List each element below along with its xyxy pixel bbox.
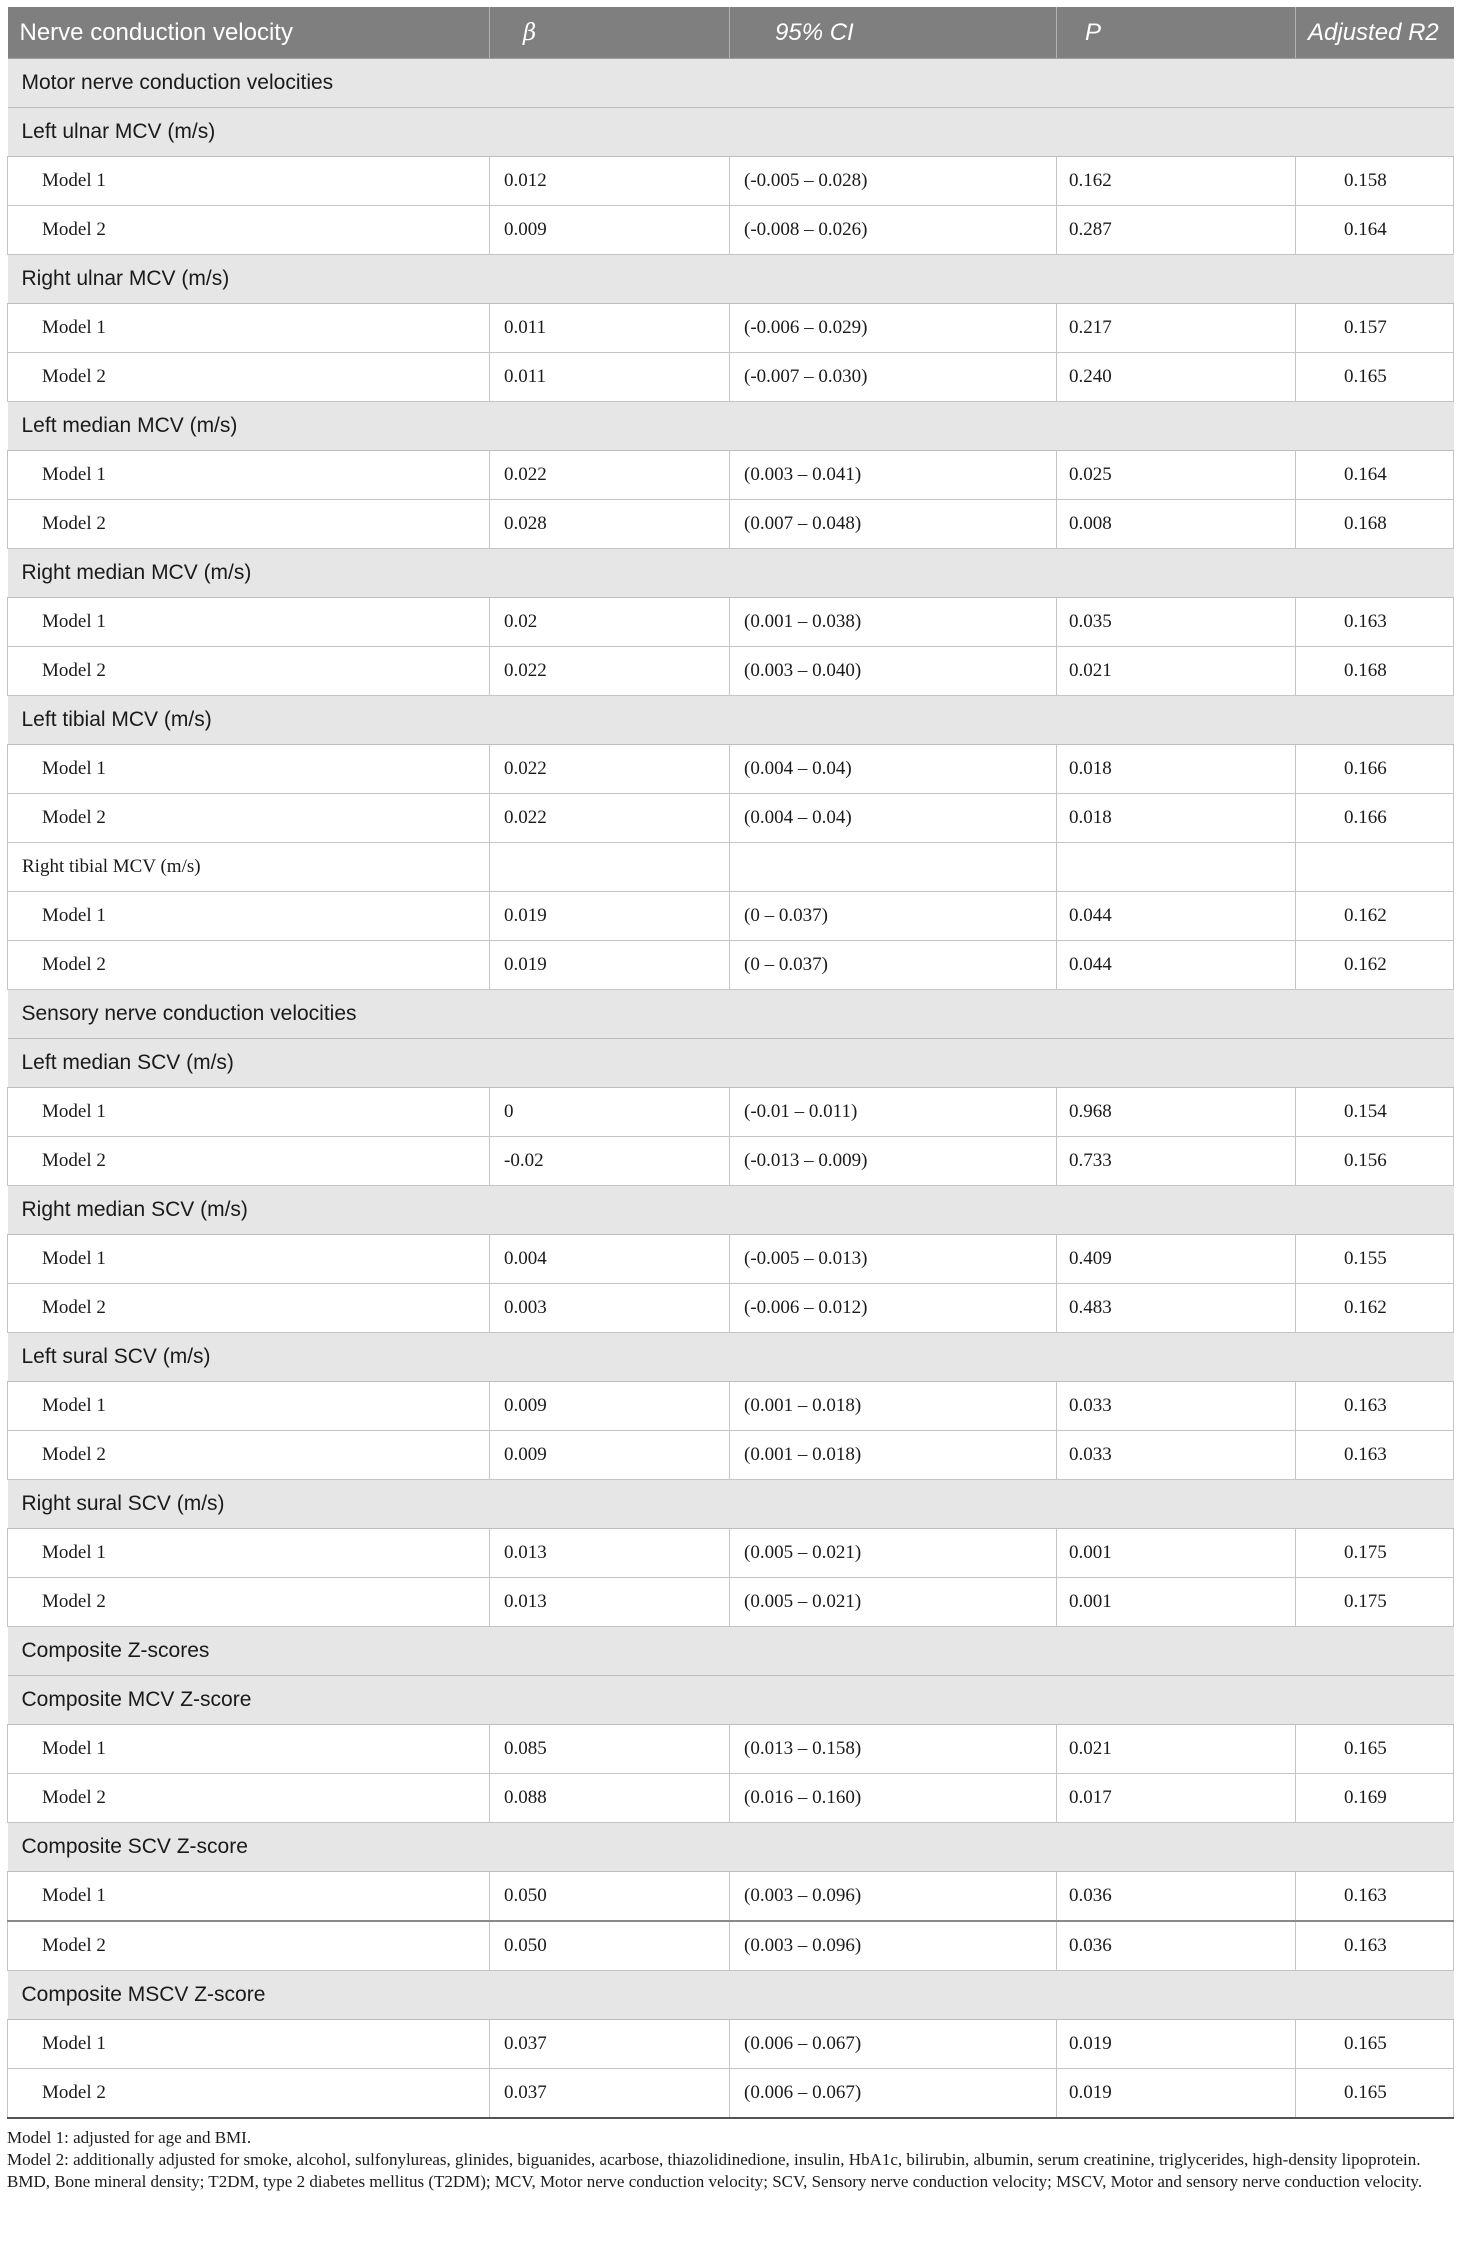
table-row <box>8 2069 1454 2119</box>
group-header-row <box>8 108 1454 157</box>
beta-cell: 0.022 <box>490 451 730 500</box>
table-row <box>8 941 1454 990</box>
beta-cell: 0.011 <box>490 304 730 353</box>
p-value-cell: 0.021 <box>1057 1725 1296 1774</box>
adjusted-r2-cell: 0.154 <box>1296 1088 1454 1137</box>
group-header-row <box>8 402 1454 451</box>
header-p-value: P <box>1057 7 1296 59</box>
ci-cell: (0.005 – 0.021) <box>730 1578 1057 1627</box>
adjusted-r2-cell: 0.163 <box>1296 1382 1454 1431</box>
model-label: Model 1 <box>8 1872 490 1922</box>
empty-cell <box>730 843 1057 892</box>
group-label: Right median SCV (m/s) <box>8 1186 1454 1235</box>
p-value-cell: 0.008 <box>1057 500 1296 549</box>
adjusted-r2-cell: 0.163 <box>1296 598 1454 647</box>
group-label: Left sural SCV (m/s) <box>8 1333 1454 1382</box>
group-header-row <box>8 696 1454 745</box>
adjusted-r2-cell: 0.168 <box>1296 647 1454 696</box>
group-header-row <box>8 59 1454 108</box>
table-row <box>8 1382 1454 1431</box>
adjusted-r2-cell: 0.162 <box>1296 941 1454 990</box>
ci-cell: (0.003 – 0.040) <box>730 647 1057 696</box>
model-label: Model 2 <box>8 794 490 843</box>
table-row <box>8 745 1454 794</box>
beta-cell: 0.085 <box>490 1725 730 1774</box>
adjusted-r2-cell: 0.166 <box>1296 745 1454 794</box>
table-row <box>8 1921 1454 1971</box>
adjusted-r2-cell: 0.162 <box>1296 892 1454 941</box>
adjusted-r2-cell: 0.164 <box>1296 206 1454 255</box>
empty-cell <box>1296 843 1454 892</box>
group-header-row <box>8 549 1454 598</box>
group-label: Left tibial MCV (m/s) <box>8 696 1454 745</box>
group-header-row <box>8 1186 1454 1235</box>
p-value-cell: 0.033 <box>1057 1382 1296 1431</box>
beta-cell: 0.012 <box>490 157 730 206</box>
table-row <box>8 206 1454 255</box>
model-label: Model 2 <box>8 1431 490 1480</box>
group-label: Left ulnar MCV (m/s) <box>8 108 1454 157</box>
ci-cell: (0.001 – 0.018) <box>730 1431 1057 1480</box>
table-row <box>8 1088 1454 1137</box>
ci-cell: (0.013 – 0.158) <box>730 1725 1057 1774</box>
p-value-cell: 0.968 <box>1057 1088 1296 1137</box>
beta-cell: 0.088 <box>490 1774 730 1823</box>
group-header-row <box>8 1627 1454 1676</box>
group-header-row <box>8 1480 1454 1529</box>
ci-cell: (0.006 – 0.067) <box>730 2069 1057 2119</box>
p-value-cell: 0.018 <box>1057 745 1296 794</box>
empty-cell <box>490 843 730 892</box>
table-row <box>8 1529 1454 1578</box>
ci-cell: (0.007 – 0.048) <box>730 500 1057 549</box>
beta-cell: 0.009 <box>490 1431 730 1480</box>
table-row <box>8 794 1454 843</box>
table-row <box>8 353 1454 402</box>
beta-cell: 0.013 <box>490 1529 730 1578</box>
group-label: Right tibial MCV (m/s) <box>8 843 490 892</box>
ci-cell: (-0.013 – 0.009) <box>730 1137 1057 1186</box>
ci-cell: (0 – 0.037) <box>730 892 1057 941</box>
adjusted-r2-cell: 0.165 <box>1296 1725 1454 1774</box>
results-table-container <box>7 7 1453 2193</box>
footnote-abbreviations: BMD, Bone mineral density; T2DM, type 2 diabetes mellitus (T2DM); MCV, Motor nerve conduction velocity; SCV, Sensory nerve conduction velocity; MSCV, Motor and sensory nerve conduction velocity. <box>7 2172 1423 2191</box>
ci-cell: (-0.005 – 0.013) <box>730 1235 1057 1284</box>
beta-cell: 0.037 <box>490 2020 730 2069</box>
ci-cell: (0.003 – 0.096) <box>730 1872 1057 1922</box>
table-row <box>8 500 1454 549</box>
group-label: Composite SCV Z-score <box>8 1823 1454 1872</box>
model-label: Model 1 <box>8 1529 490 1578</box>
header-adjusted-r2: Adjusted R2 <box>1296 7 1454 59</box>
table-row <box>8 1872 1454 1922</box>
table-row <box>8 304 1454 353</box>
model-label: Model 1 <box>8 451 490 500</box>
beta-cell: 0.022 <box>490 745 730 794</box>
beta-cell: 0.011 <box>490 353 730 402</box>
table-row <box>8 598 1454 647</box>
model-label: Model 1 <box>8 892 490 941</box>
group-header-row <box>8 255 1454 304</box>
header-95-ci: 95% CI <box>730 7 1057 59</box>
ci-cell: (0.001 – 0.018) <box>730 1382 1057 1431</box>
table-row <box>8 451 1454 500</box>
model-label: Model 1 <box>8 598 490 647</box>
beta-cell: 0.019 <box>490 941 730 990</box>
beta-cell: 0.022 <box>490 794 730 843</box>
model-label: Model 2 <box>8 1284 490 1333</box>
group-label: Composite MCV Z-score <box>8 1676 1454 1725</box>
ci-cell: (-0.006 – 0.012) <box>730 1284 1057 1333</box>
model-label: Model 1 <box>8 157 490 206</box>
p-value-cell: 0.001 <box>1057 1578 1296 1627</box>
beta-cell: 0.003 <box>490 1284 730 1333</box>
p-value-cell: 0.483 <box>1057 1284 1296 1333</box>
p-value-cell: 0.240 <box>1057 353 1296 402</box>
model-label: Model 2 <box>8 1578 490 1627</box>
model-label: Model 1 <box>8 304 490 353</box>
group-header-row <box>8 1039 1454 1088</box>
ci-cell: (-0.01 – 0.011) <box>730 1088 1057 1137</box>
beta-cell: 0.050 <box>490 1872 730 1922</box>
header-nerve-conduction-velocity: Nerve conduction velocity <box>8 7 490 59</box>
model-label: Model 2 <box>8 500 490 549</box>
adjusted-r2-cell: 0.165 <box>1296 2020 1454 2069</box>
p-value-cell: 0.162 <box>1057 157 1296 206</box>
model-label: Model 2 <box>8 1137 490 1186</box>
table-row <box>8 1235 1454 1284</box>
table-row <box>8 1431 1454 1480</box>
footnote-model1: Model 1: adjusted for age and BMI. <box>7 2128 252 2147</box>
p-value-cell: 0.036 <box>1057 1872 1296 1922</box>
empty-cell <box>1057 843 1296 892</box>
beta-cell: 0.019 <box>490 892 730 941</box>
footnote-model2: Model 2: additionally adjusted for smoke, alcohol, sulfonylureas, glinides, biguanides, acarbose, thiazolidinedione, insulin, HbA1c, bilirubin, albumin, serum creatinine, triglycerides, high-density lipoprotein. <box>7 2150 1421 2169</box>
ci-cell: (0.004 – 0.04) <box>730 794 1057 843</box>
adjusted-r2-cell: 0.163 <box>1296 1431 1454 1480</box>
table-row <box>8 647 1454 696</box>
p-value-cell: 0.025 <box>1057 451 1296 500</box>
adjusted-r2-cell: 0.163 <box>1296 1872 1454 1922</box>
beta-cell: 0.050 <box>490 1921 730 1971</box>
p-value-cell: 0.036 <box>1057 1921 1296 1971</box>
ci-cell: (0.005 – 0.021) <box>730 1529 1057 1578</box>
ci-cell: (0 – 0.037) <box>730 941 1057 990</box>
table-row <box>8 1137 1454 1186</box>
adjusted-r2-cell: 0.165 <box>1296 353 1454 402</box>
table-row <box>8 1284 1454 1333</box>
ci-cell: (0.006 – 0.067) <box>730 2020 1057 2069</box>
p-value-cell: 0.019 <box>1057 2020 1296 2069</box>
p-value-cell: 0.044 <box>1057 941 1296 990</box>
group-label: Right median MCV (m/s) <box>8 549 1454 598</box>
model-label: Model 1 <box>8 1088 490 1137</box>
beta-cell: 0.009 <box>490 1382 730 1431</box>
beta-cell: 0.009 <box>490 206 730 255</box>
adjusted-r2-cell: 0.164 <box>1296 451 1454 500</box>
beta-cell: 0.02 <box>490 598 730 647</box>
adjusted-r2-cell: 0.165 <box>1296 2069 1454 2119</box>
group-label: Motor nerve conduction velocities <box>8 59 1454 108</box>
beta-cell: 0 <box>490 1088 730 1137</box>
table-row <box>8 1725 1454 1774</box>
ci-cell: (-0.006 – 0.029) <box>730 304 1057 353</box>
group-label: Composite MSCV Z-score <box>8 1971 1454 2020</box>
group-label: Sensory nerve conduction velocities <box>8 990 1454 1039</box>
beta-cell: 0.004 <box>490 1235 730 1284</box>
group-header-row <box>8 1676 1454 1725</box>
adjusted-r2-cell: 0.155 <box>1296 1235 1454 1284</box>
beta-cell: 0.022 <box>490 647 730 696</box>
group-header-row <box>8 1333 1454 1382</box>
adjusted-r2-cell: 0.162 <box>1296 1284 1454 1333</box>
table-row <box>8 892 1454 941</box>
adjusted-r2-cell: 0.168 <box>1296 500 1454 549</box>
table-body <box>8 59 1454 2119</box>
model-label: Model 2 <box>8 1774 490 1823</box>
table-footnotes <box>7 2127 1453 2193</box>
ci-cell: (-0.005 – 0.028) <box>730 157 1057 206</box>
p-value-cell: 0.044 <box>1057 892 1296 941</box>
group-label: Left median MCV (m/s) <box>8 402 1454 451</box>
ci-cell: (0.001 – 0.038) <box>730 598 1057 647</box>
p-value-cell: 0.001 <box>1057 1529 1296 1578</box>
model-label: Model 1 <box>8 2020 490 2069</box>
model-label: Model 1 <box>8 1725 490 1774</box>
table-row <box>8 2020 1454 2069</box>
model-label: Model 1 <box>8 1235 490 1284</box>
p-value-cell: 0.287 <box>1057 206 1296 255</box>
adjusted-r2-cell: 0.169 <box>1296 1774 1454 1823</box>
adjusted-r2-cell: 0.175 <box>1296 1529 1454 1578</box>
group-label: Right sural SCV (m/s) <box>8 1480 1454 1529</box>
ci-cell: (0.003 – 0.096) <box>730 1921 1057 1971</box>
group-label: Composite Z-scores <box>8 1627 1454 1676</box>
ci-cell: (0.003 – 0.041) <box>730 451 1057 500</box>
header-beta: β <box>490 7 730 59</box>
group-header-row <box>8 1971 1454 2020</box>
p-value-cell: 0.017 <box>1057 1774 1296 1823</box>
ci-cell: (-0.007 – 0.030) <box>730 353 1057 402</box>
group-label: Left median SCV (m/s) <box>8 1039 1454 1088</box>
table-row <box>8 1774 1454 1823</box>
p-value-cell: 0.033 <box>1057 1431 1296 1480</box>
adjusted-r2-cell: 0.166 <box>1296 794 1454 843</box>
model-label: Model 2 <box>8 206 490 255</box>
model-label: Model 2 <box>8 353 490 402</box>
ci-cell: (-0.008 – 0.026) <box>730 206 1057 255</box>
adjusted-r2-cell: 0.163 <box>1296 1921 1454 1971</box>
p-value-cell: 0.021 <box>1057 647 1296 696</box>
p-value-cell: 0.733 <box>1057 1137 1296 1186</box>
p-value-cell: 0.409 <box>1057 1235 1296 1284</box>
p-value-cell: 0.035 <box>1057 598 1296 647</box>
p-value-cell: 0.018 <box>1057 794 1296 843</box>
model-label: Model 1 <box>8 745 490 794</box>
adjusted-r2-cell: 0.157 <box>1296 304 1454 353</box>
subgroup-header-row <box>8 843 1454 892</box>
regression-table <box>7 7 1454 2119</box>
p-value-cell: 0.217 <box>1057 304 1296 353</box>
ci-cell: (0.004 – 0.04) <box>730 745 1057 794</box>
adjusted-r2-cell: 0.175 <box>1296 1578 1454 1627</box>
beta-cell: 0.037 <box>490 2069 730 2119</box>
table-row <box>8 1578 1454 1627</box>
table-row <box>8 157 1454 206</box>
model-label: Model 2 <box>8 647 490 696</box>
table-header-row <box>8 7 1454 59</box>
model-label: Model 2 <box>8 1921 490 1971</box>
ci-cell: (0.016 – 0.160) <box>730 1774 1057 1823</box>
group-header-row <box>8 1823 1454 1872</box>
beta-cell: 0.028 <box>490 500 730 549</box>
beta-cell: -0.02 <box>490 1137 730 1186</box>
model-label: Model 1 <box>8 1382 490 1431</box>
adjusted-r2-cell: 0.158 <box>1296 157 1454 206</box>
adjusted-r2-cell: 0.156 <box>1296 1137 1454 1186</box>
group-label: Right ulnar MCV (m/s) <box>8 255 1454 304</box>
p-value-cell: 0.019 <box>1057 2069 1296 2119</box>
model-label: Model 2 <box>8 2069 490 2119</box>
group-header-row <box>8 990 1454 1039</box>
beta-cell: 0.013 <box>490 1578 730 1627</box>
model-label: Model 2 <box>8 941 490 990</box>
